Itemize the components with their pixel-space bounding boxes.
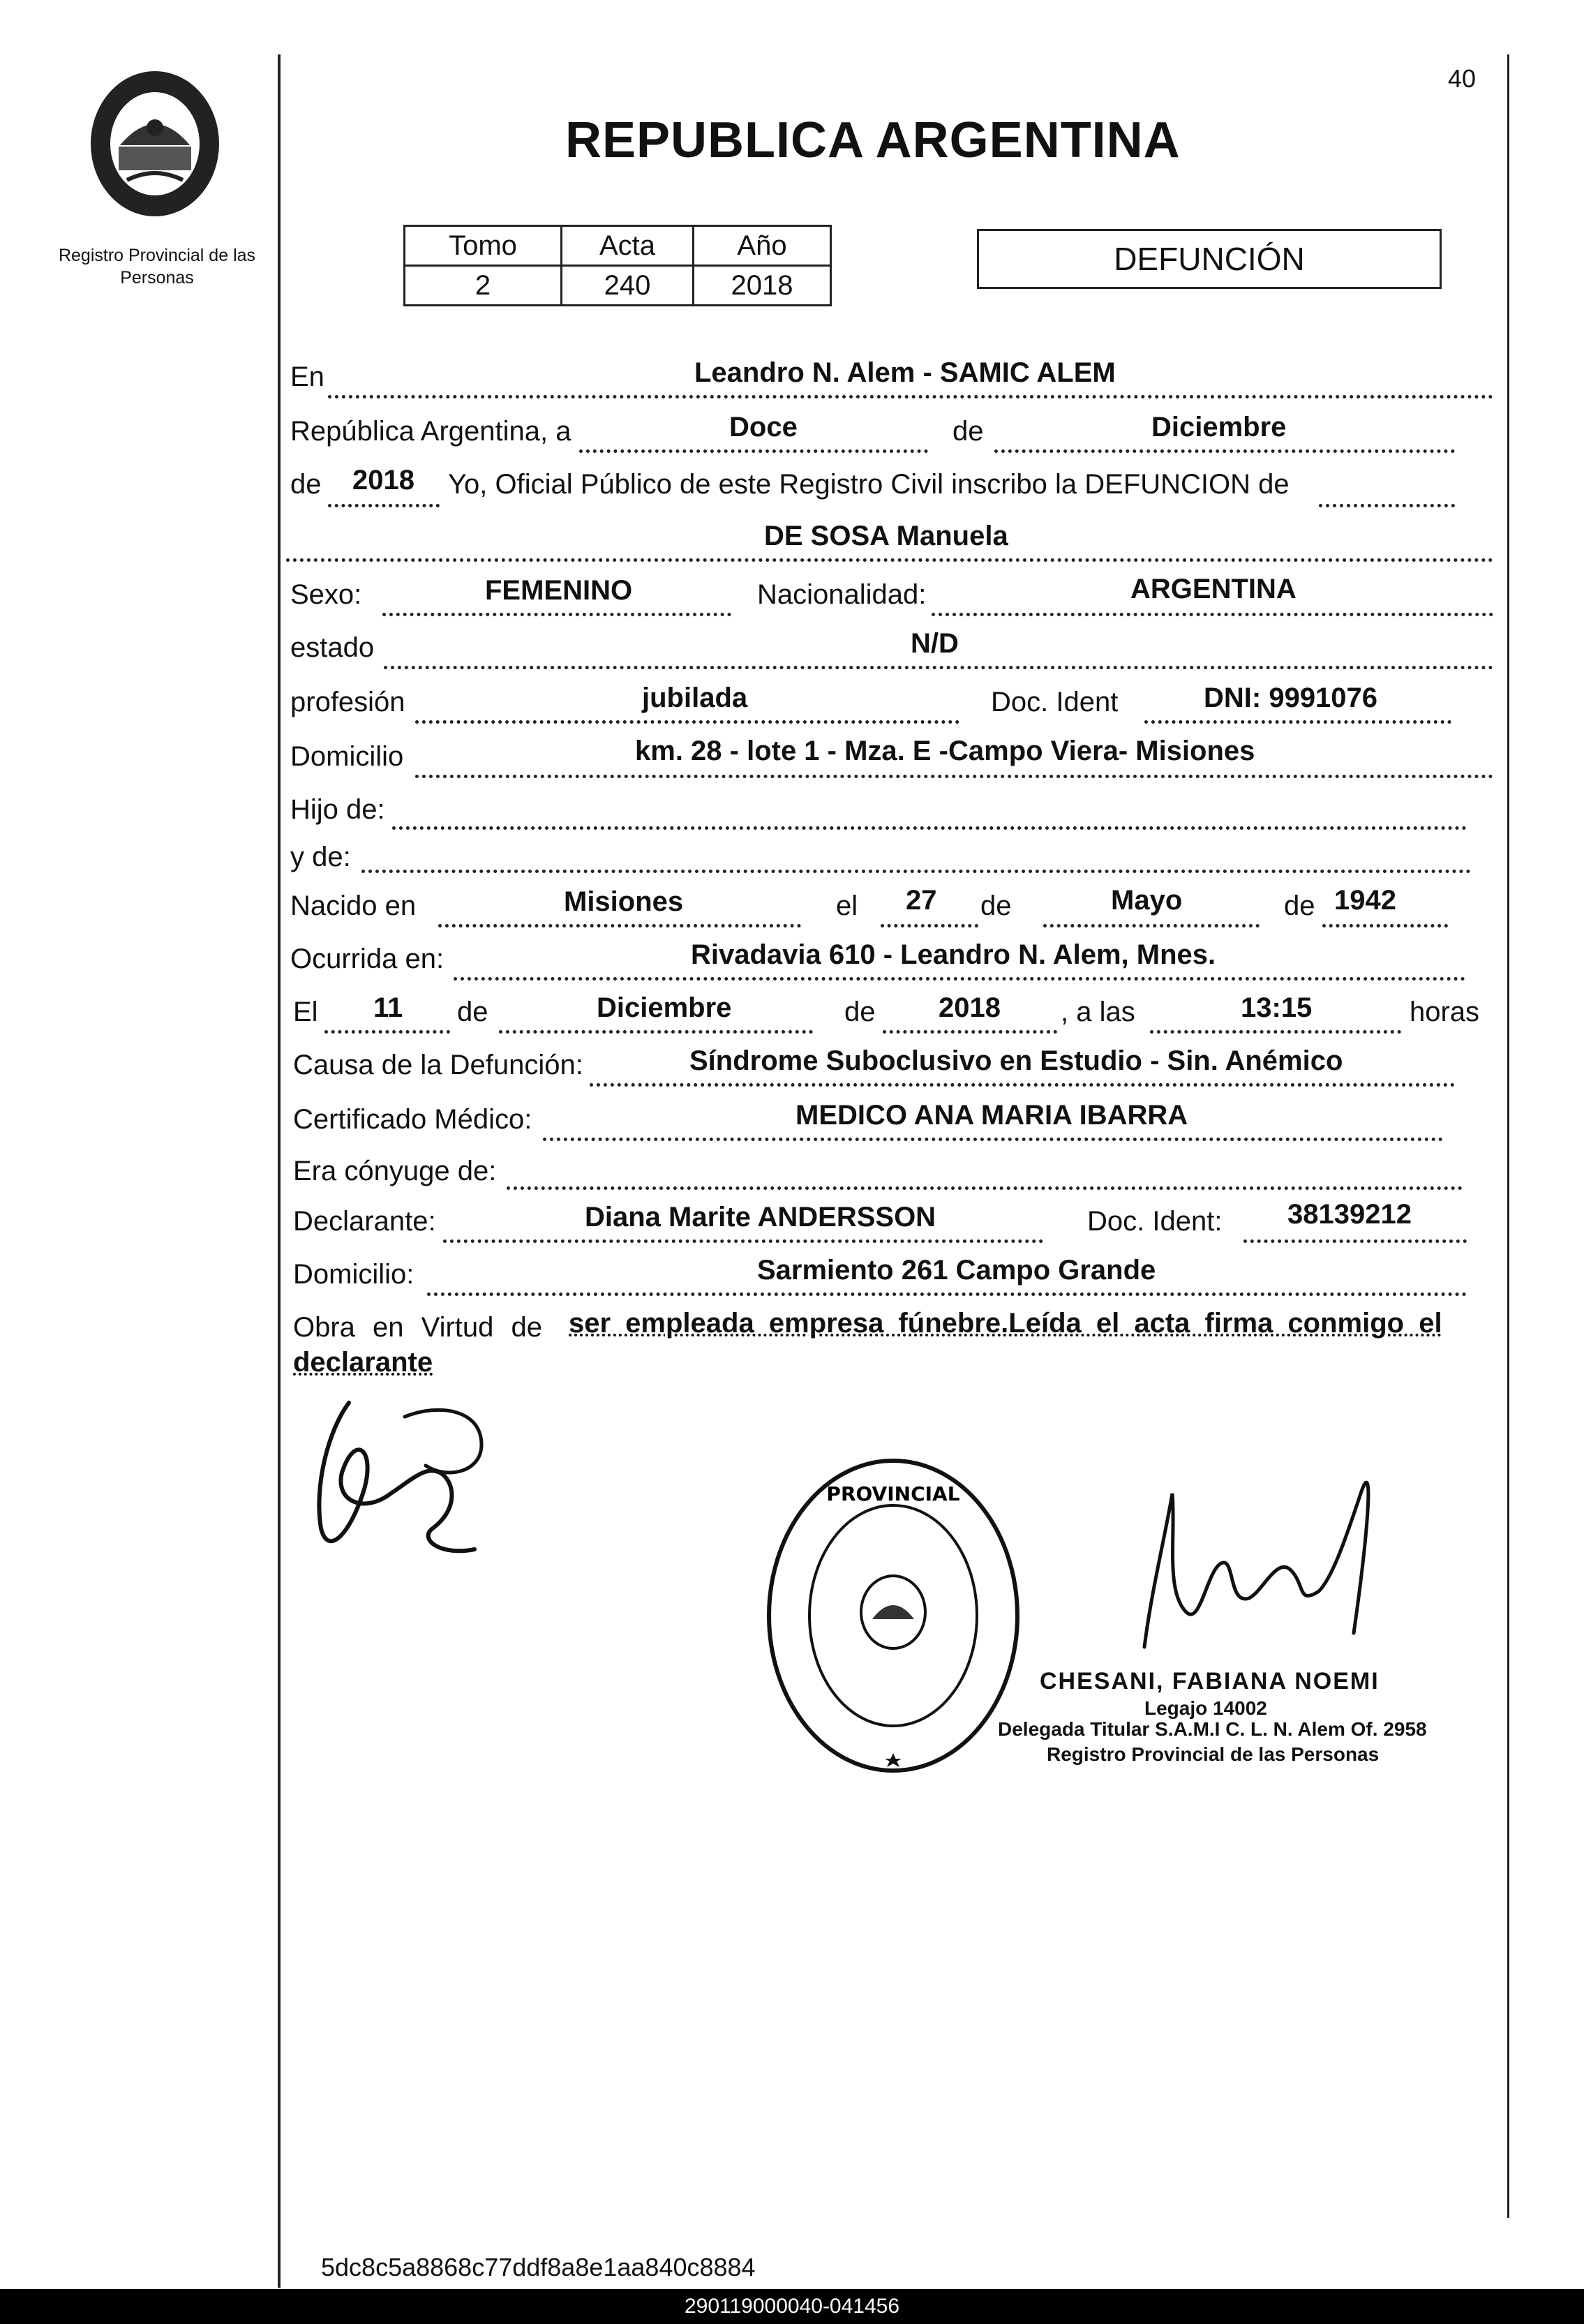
declarante-label: Declarante: bbox=[293, 1206, 436, 1237]
dia-value: 11 bbox=[373, 992, 403, 1023]
barcode-strip: 290119000040-041456 bbox=[0, 2289, 1584, 2324]
year-value: 2018 bbox=[352, 465, 414, 496]
dotted-line bbox=[454, 977, 1465, 981]
certificado-value: MEDICO ANA MARIA IBARRA bbox=[795, 1100, 1188, 1131]
dotted-line bbox=[881, 924, 978, 928]
ocurrida-value: Rivadavia 610 - Leandro N. Alem, Mnes. bbox=[691, 939, 1216, 970]
domicilio2-value: Sarmiento 261 Campo Grande bbox=[757, 1255, 1156, 1286]
nacido-anio: 1942 bbox=[1334, 885, 1396, 916]
dotted-line bbox=[427, 1293, 1467, 1296]
dotted-line bbox=[324, 1030, 450, 1034]
deceased-name: DE SOSA Manuela bbox=[764, 521, 1008, 551]
page-title: REPUBLICA ARGENTINA bbox=[565, 112, 1181, 168]
de-label: de bbox=[290, 469, 322, 500]
de-label: de bbox=[952, 416, 984, 447]
dotted-line bbox=[382, 613, 731, 616]
nacido-label: Nacido en bbox=[290, 891, 417, 921]
dotted-line bbox=[543, 1138, 1443, 1141]
dotted-line bbox=[579, 449, 928, 453]
dotted-line bbox=[590, 1083, 1455, 1087]
declarant-signature bbox=[300, 1389, 516, 1570]
causa-value: Síndrome Suboclusivo en Estudio - Sin. Anémico bbox=[689, 1045, 1343, 1076]
sexo-value: FEMENINO bbox=[485, 575, 633, 606]
page-number: 40 bbox=[1448, 64, 1477, 93]
right-margin-line bbox=[1507, 54, 1509, 2218]
day-words: Doce bbox=[729, 412, 798, 442]
official-cargo: Delegada Titular S.A.M.I C. L. N. Alem Of. 2958 bbox=[998, 1718, 1427, 1740]
dotted-line bbox=[361, 870, 1471, 873]
nacido-lugar: Misiones bbox=[564, 886, 684, 917]
dotted-line bbox=[1319, 504, 1455, 507]
official-stamp bbox=[761, 1452, 1026, 1780]
estado-value: N/D bbox=[911, 628, 959, 659]
dotted-line bbox=[932, 613, 1493, 616]
obra-value-continued: declarante bbox=[293, 1347, 433, 1378]
en-value: Leandro N. Alem - SAMIC ALEM bbox=[694, 357, 1116, 388]
ocurrida-label: Ocurrida en: bbox=[290, 944, 444, 974]
de-label: de bbox=[844, 997, 876, 1027]
register-table bbox=[403, 225, 832, 306]
hora-value: 13:15 bbox=[1241, 992, 1313, 1023]
domicilio-value: km. 28 - lote 1 - Mza. E -Campo Viera- Misiones bbox=[635, 736, 1255, 766]
profesion-value: jubilada bbox=[642, 683, 748, 713]
dotted-line bbox=[438, 924, 801, 928]
declarante-value: Diana Marite ANDERSSON bbox=[585, 1202, 936, 1232]
hijo-label: Hijo de: bbox=[290, 794, 385, 825]
dotted-line bbox=[415, 720, 959, 724]
mes-value: Diciembre bbox=[597, 992, 732, 1023]
month-value: Diciembre bbox=[1151, 412, 1287, 442]
domicilio2-label: Domicilio: bbox=[293, 1259, 414, 1290]
dotted-line bbox=[328, 395, 1493, 398]
dotted-line bbox=[384, 666, 1493, 669]
svg-text:PROVINCIAL: PROVINCIAL bbox=[826, 1482, 960, 1505]
doc-ident-value: DNI: 9991076 bbox=[1204, 683, 1378, 713]
nacionalidad-label: Nacionalidad: bbox=[757, 579, 927, 610]
dotted-line bbox=[286, 558, 1493, 562]
registry-name: Registro Provincial de las Personas bbox=[58, 246, 256, 288]
dotted-line bbox=[1043, 924, 1260, 928]
dotted-line bbox=[1243, 1239, 1467, 1243]
tomo-header: Tomo bbox=[405, 226, 562, 266]
dotted-line bbox=[415, 775, 1493, 778]
estado-label: estado bbox=[290, 632, 375, 663]
official-name: CHESANI, FABIANA NOEMI bbox=[1040, 1668, 1380, 1694]
doc-ident2-value: 38139212 bbox=[1287, 1199, 1412, 1230]
provincia-misiones-logo bbox=[78, 61, 232, 229]
republica-label: República Argentina, a bbox=[290, 416, 571, 447]
acta-header: Acta bbox=[562, 226, 694, 266]
dotted-line bbox=[1144, 720, 1451, 724]
obra-label: Obra en Virtud de bbox=[293, 1312, 543, 1343]
dotted-line bbox=[883, 1030, 1057, 1034]
profesion-label: profesión bbox=[290, 687, 405, 717]
dotted-line bbox=[1322, 924, 1448, 928]
anio-value: 2018 bbox=[939, 992, 1001, 1023]
conyuge-label: Era cónyuge de: bbox=[293, 1156, 497, 1186]
dotted-line bbox=[392, 826, 1467, 830]
record-type-box: DEFUNCIÓN bbox=[977, 229, 1442, 289]
oficial-text: Yo, Oficial Público de este Registro Civil inscribo la DEFUNCION de bbox=[448, 469, 1290, 500]
dotted-line bbox=[328, 504, 440, 507]
dotted-line bbox=[507, 1186, 1463, 1190]
document-hash: 5dc8c5a8868c77ddf8a8e1aa840c8884 bbox=[321, 2253, 756, 2281]
en-label: En bbox=[290, 362, 324, 392]
nacionalidad-value: ARGENTINA bbox=[1130, 574, 1297, 604]
a-las-label: , a las bbox=[1061, 997, 1135, 1027]
dotted-line bbox=[443, 1239, 1043, 1243]
certificado-label: Certificado Médico: bbox=[293, 1104, 532, 1135]
official-registry: Registro Provincial de las Personas bbox=[1047, 1743, 1380, 1765]
anio-header: Año bbox=[694, 226, 831, 266]
doc-ident-label: Doc. Ident bbox=[991, 687, 1119, 717]
de-label: de bbox=[1284, 891, 1315, 921]
dotted-line bbox=[499, 1030, 813, 1034]
nacido-mes: Mayo bbox=[1111, 885, 1183, 916]
sexo-label: Sexo: bbox=[290, 579, 362, 610]
domicilio-label: Domicilio bbox=[290, 741, 404, 772]
de-label: de bbox=[457, 997, 488, 1027]
horas-label: horas bbox=[1410, 997, 1480, 1027]
y-de-label: y de: bbox=[290, 842, 351, 872]
official-legajo: Legajo 14002 bbox=[1144, 1697, 1267, 1719]
nacido-dia: 27 bbox=[906, 885, 937, 916]
dotted-line bbox=[1150, 1030, 1401, 1034]
left-margin-line bbox=[278, 54, 281, 2288]
causa-label: Causa de la Defunción: bbox=[293, 1050, 583, 1080]
el-label: el bbox=[836, 891, 858, 921]
El-label: El bbox=[293, 997, 318, 1027]
official-signature bbox=[1123, 1452, 1417, 1675]
acta-value: 240 bbox=[562, 266, 694, 306]
de-label: de bbox=[980, 891, 1012, 921]
obra-value: ser empleada empresa fúnebre.Leída el acta firma conmigo el bbox=[569, 1308, 1442, 1339]
anio-value: 2018 bbox=[694, 266, 831, 306]
dotted-line bbox=[994, 449, 1455, 453]
tomo-value: 2 bbox=[405, 266, 562, 306]
doc-ident2-label: Doc. Ident: bbox=[1087, 1206, 1223, 1237]
